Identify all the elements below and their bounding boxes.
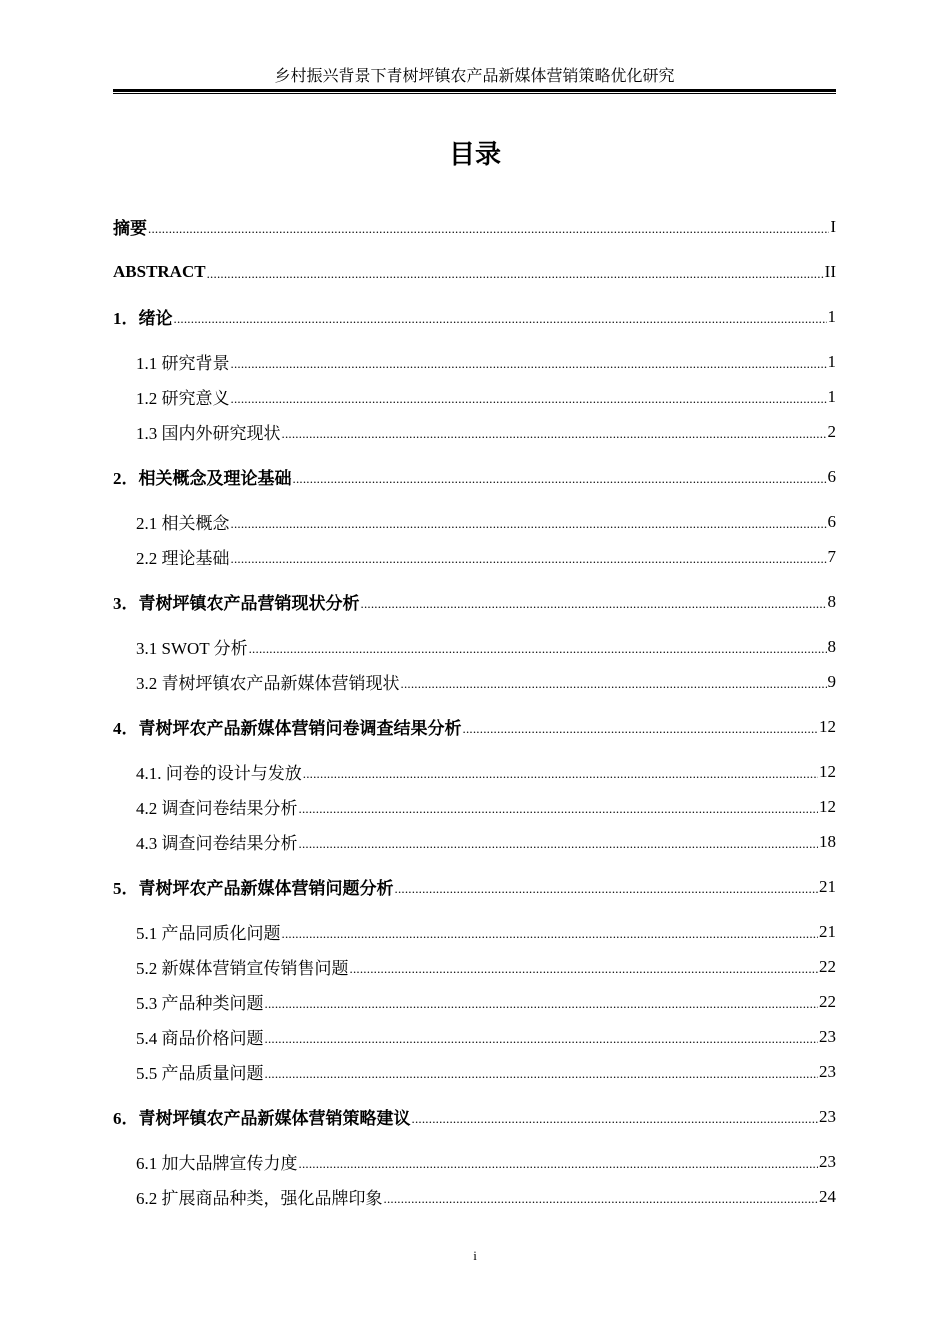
toc-chapter-entry[interactable] [113,869,836,904]
toc-chapter-entry[interactable] [113,584,836,619]
toc-entry-page: 23 [819,1061,836,1081]
toc-entry-page: 12 [819,796,836,816]
toc-entry-page: 23 [819,1151,836,1171]
toc-section-entry[interactable] [113,344,836,379]
toc-leader-dots [148,223,829,244]
toc-leader-dots [231,393,827,414]
toc-section-entry[interactable] [113,629,836,664]
toc-leader-dots [231,358,827,379]
toc-entry-page: 12 [819,761,836,781]
toc-section-entry[interactable] [113,824,836,859]
table-of-contents [113,209,836,1214]
toc-entry-label: 5.5 产品质量问题 [136,1064,264,1083]
toc-leader-dots [299,838,819,859]
toc-entry-page: 7 [827,546,836,566]
toc-entry-label: 1.2 研究意义 [136,389,230,408]
toc-chapter-entry[interactable] [113,459,836,494]
toc-leader-dots [174,313,827,334]
toc-entry-label: 4．青树坪农产品新媒体营销问卷调查结果分析 [113,719,462,738]
header-rule-thick [113,89,836,92]
toc-entry-label: 4.2 调查问卷结果分析 [136,799,298,818]
toc-entry-label: 3.1 SWOT 分析 [136,639,248,658]
toc-entry-label: 5.3 产品种类问题 [136,994,264,1013]
toc-entry-page: 1 [827,386,836,406]
toc-entry-label: 1.1 研究背景 [136,354,230,373]
toc-entry-page: 23 [819,1106,836,1126]
toc-leader-dots [265,1068,819,1089]
toc-entry-label: 2．相关概念及理论基础 [113,469,292,488]
toc-section-entry[interactable] [113,504,836,539]
toc-section-entry[interactable] [113,414,836,449]
toc-section-entry[interactable] [113,949,836,984]
toc-leader-dots [207,268,824,289]
toc-section-entry[interactable] [113,1019,836,1054]
toc-entry-label: 4.3 调查问卷结果分析 [136,834,298,853]
toc-chapter-entry[interactable] [113,254,836,289]
toc-section-entry[interactable] [113,1144,836,1179]
toc-chapter-entry[interactable] [113,709,836,744]
toc-section-entry[interactable] [113,914,836,949]
toc-section-entry[interactable] [113,984,836,1019]
toc-entry-page: 22 [819,991,836,1011]
toc-entry-label: 2.1 相关概念 [136,514,230,533]
toc-section-entry[interactable] [113,539,836,574]
toc-entry-page: 6 [827,466,836,486]
header-rule-thin [113,93,836,94]
toc-entry-label: 2.2 理论基础 [136,549,230,568]
toc-entry-label: 摘要 [113,219,147,238]
toc-entry-page: 8 [827,591,836,611]
toc-entry-label: 6．青树坪镇农产品新媒体营销策略建议 [113,1109,411,1128]
toc-entry-page: 21 [819,921,836,941]
toc-entry-page: 23 [819,1026,836,1046]
toc-leader-dots [293,473,827,494]
toc-entry-page: 18 [819,831,836,851]
toc-chapter-entry[interactable] [113,299,836,334]
toc-section-entry[interactable] [113,789,836,824]
toc-chapter-entry[interactable] [113,209,836,244]
toc-leader-dots [282,428,827,449]
toc-entry-page: 8 [827,636,836,656]
toc-leader-dots [350,963,819,984]
toc-entry-page: 2 [827,421,836,441]
toc-leader-dots [299,803,819,824]
toc-leader-dots [412,1113,819,1134]
toc-leader-dots [395,883,819,904]
toc-entry-label: 1．绪论 [113,309,173,328]
toc-section-entry[interactable] [113,1054,836,1089]
toc-leader-dots [401,678,827,699]
toc-leader-dots [361,598,827,619]
toc-entry-label: 4.1. 问卷的设计与发放 [136,764,302,783]
toc-entry-label: ABSTRACT [113,261,206,281]
toc-section-entry[interactable] [113,664,836,699]
toc-entry-label: 5.1 产品同质化问题 [136,924,281,943]
toc-chapter-entry[interactable] [113,1099,836,1134]
toc-leader-dots [265,1033,819,1054]
toc-entry-page: 6 [827,511,836,531]
toc-section-entry[interactable] [113,754,836,789]
toc-entry-page: II [824,261,836,281]
toc-leader-dots [303,768,818,789]
page-title: 目录 [448,140,501,170]
toc-entry-page: 12 [819,716,836,736]
toc-leader-dots [249,643,827,664]
toc-leader-dots [282,928,819,949]
toc-entry-label: 5．青树坪农产品新媒体营销问题分析 [113,879,394,898]
toc-entry-label: 6.2 扩展商品种类，强化品牌印象 [136,1189,383,1208]
toc-entry-label: 6.1 加大品牌宣传力度 [136,1154,298,1173]
toc-entry-label: 5.4 商品价格问题 [136,1029,264,1048]
toc-entry-page: 9 [827,671,836,691]
toc-entry-page: 24 [819,1186,836,1206]
toc-leader-dots [384,1193,819,1214]
toc-entry-page: 22 [819,956,836,976]
toc-section-entry[interactable] [113,1179,836,1214]
toc-section-entry[interactable] [113,379,836,414]
toc-entry-label: 3.2 青树坪镇农产品新媒体营销现状 [136,674,400,693]
toc-leader-dots [299,1158,819,1179]
toc-entry-page: 1 [827,351,836,371]
toc-entry-label: 1.3 国内外研究现状 [136,424,281,443]
toc-leader-dots [231,553,827,574]
toc-entry-label: 5.2 新媒体营销宣传销售问题 [136,959,349,978]
page-number: i [473,1248,477,1263]
toc-leader-dots [265,998,819,1019]
running-header: 乡村振兴背景下青树坪镇农产品新媒体营销策略优化研究 [274,68,675,85]
toc-entry-page: I [830,216,836,236]
toc-leader-dots [463,723,819,744]
toc-entry-label: 3．青树坪镇农产品营销现状分析 [113,594,360,613]
toc-entry-page: 1 [827,306,836,326]
toc-leader-dots [231,518,827,539]
toc-entry-page: 21 [819,876,836,896]
